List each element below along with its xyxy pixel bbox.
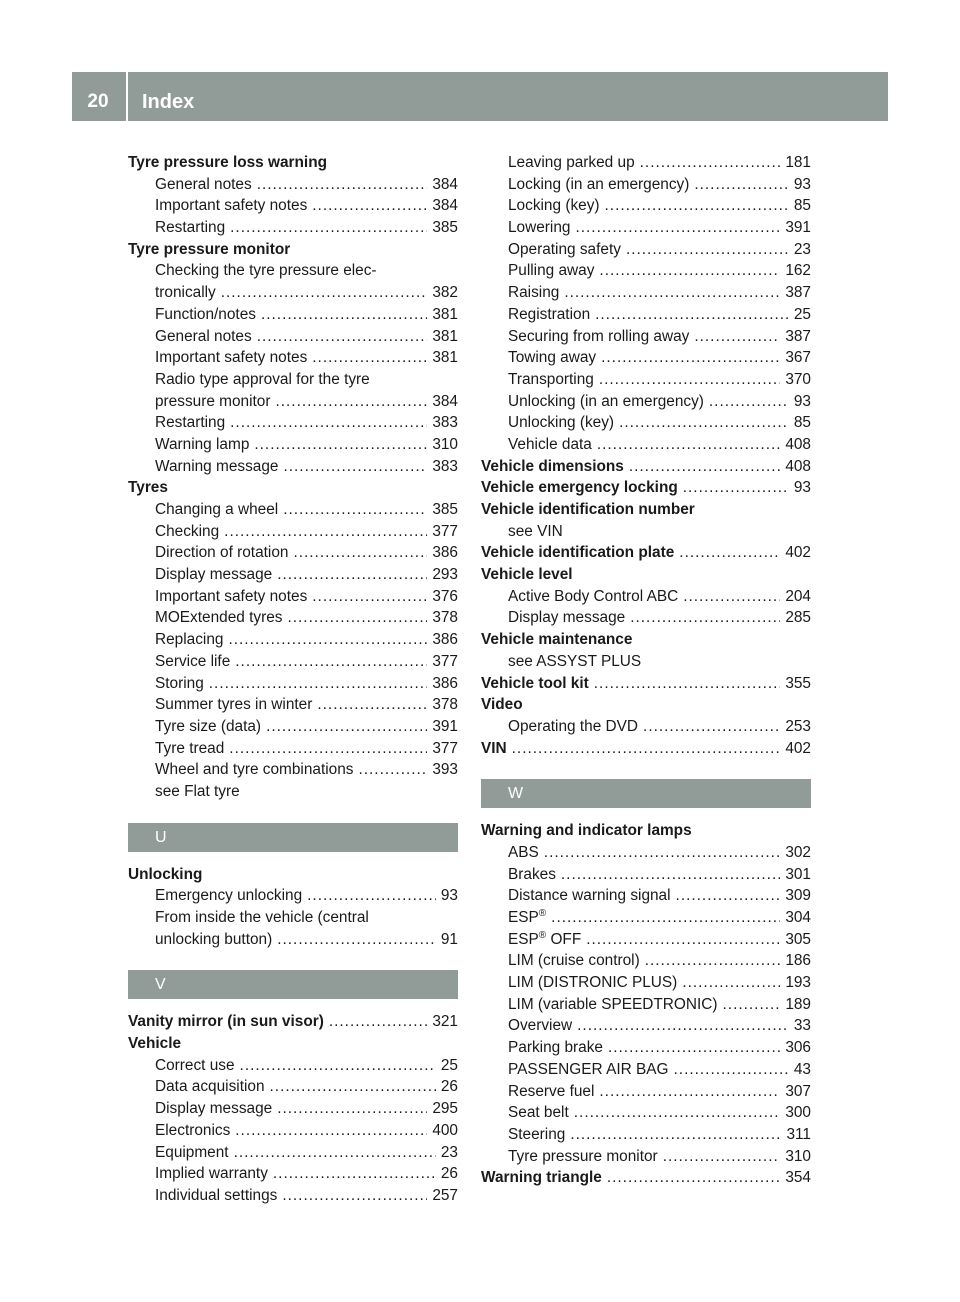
index-heading-entry[interactable]: Vehicle emergency locking ..... 93	[481, 477, 811, 499]
index-entry[interactable]: Reserve fuel ..... 307	[481, 1081, 811, 1103]
header-divider	[126, 72, 128, 121]
index-entry[interactable]: Storing ..... 386	[128, 673, 458, 695]
index-entry[interactable]: Overview ..... 33	[481, 1015, 811, 1037]
index-heading: Unlocking	[128, 865, 203, 883]
index-entry[interactable]: Emergency unlocking ..... 93	[128, 885, 458, 907]
index-entry[interactable]: ESP® OFF ..... 305	[481, 929, 811, 951]
index-entry[interactable]: Warning message ..... 383	[128, 456, 458, 478]
index-entry[interactable]: tronically ..... 382	[128, 282, 458, 304]
index-heading-entry[interactable]: Vehicle identification plate ..... 402	[481, 542, 811, 564]
index-column-left	[128, 152, 458, 1207]
index-entry[interactable]: Securing from rolling away ..... 387	[481, 326, 811, 348]
index-entry[interactable]: Display message ..... 293	[128, 564, 458, 586]
index-heading-entry[interactable]: VIN ..... 402	[481, 738, 811, 760]
index-entry[interactable]: Direction of rotation ..... 386	[128, 542, 458, 564]
index-entry[interactable]: LIM (cruise control) ..... 186	[481, 950, 811, 972]
index-see-reference[interactable]: see Flat tyre	[155, 782, 240, 800]
index-entry[interactable]: Transporting ..... 370	[481, 369, 811, 391]
index-entry-text: From inside the vehicle (central	[155, 909, 369, 926]
index-entry[interactable]: Tyre tread ..... 377	[128, 738, 458, 760]
index-entry[interactable]: Raising ..... 387	[481, 282, 811, 304]
index-heading-entry[interactable]: Vehicle dimensions ..... 408	[481, 456, 811, 478]
index-entry[interactable]: Towing away ..... 367	[481, 347, 811, 369]
index-entry[interactable]: Tyre pressure monitor ..... 310	[481, 1146, 811, 1168]
index-entry[interactable]: Leaving parked up ..... 181	[481, 152, 811, 174]
index-entry[interactable]: Important safety notes ..... 381	[128, 347, 458, 369]
index-entry[interactable]: Operating safety ..... 23	[481, 239, 811, 261]
index-entry[interactable]: Replacing ..... 386	[128, 629, 458, 651]
index-entry[interactable]: Unlocking (key) ..... 85	[481, 412, 811, 434]
index-entry[interactable]: Parking brake ..... 306	[481, 1037, 811, 1059]
index-entry[interactable]: Unlocking (in an emergency) ..... 93	[481, 391, 811, 413]
section-letter-u: U	[128, 823, 458, 852]
index-heading: Vehicle maintenance	[481, 631, 633, 649]
index-heading: Video	[481, 696, 523, 714]
index-entry[interactable]: Brakes ..... 301	[481, 864, 811, 886]
index-entry[interactable]: Correct use ..... 25	[128, 1055, 458, 1077]
index-entry[interactable]: Pulling away ..... 162	[481, 260, 811, 282]
index-entry[interactable]: Display message ..... 285	[481, 607, 811, 629]
index-entry[interactable]: Checking ..... 377	[128, 521, 458, 543]
index-heading: Vehicle level	[481, 566, 573, 584]
index-see-reference[interactable]: see VIN	[508, 522, 563, 540]
index-heading: Tyre pressure monitor	[128, 240, 291, 258]
index-entry[interactable]: MOExtended tyres ..... 378	[128, 607, 458, 629]
index-heading: Tyre pressure loss warning	[128, 154, 328, 171]
index-entry[interactable]: pressure monitor ..... 384	[128, 391, 458, 413]
index-heading: Vehicle	[128, 1035, 182, 1053]
section-letter-v: V	[128, 970, 458, 999]
section-letter-w: W	[481, 779, 811, 808]
index-entry[interactable]: Display message ..... 295	[128, 1098, 458, 1120]
index-heading: Vehicle identification number	[481, 501, 695, 518]
index-entry[interactable]: Important safety notes ..... 376	[128, 586, 458, 608]
index-heading-entry[interactable]: Vehicle tool kit ..... 355	[481, 673, 811, 695]
index-entry[interactable]: PASSENGER AIR BAG ..... 43	[481, 1059, 811, 1081]
index-entry[interactable]: Tyre size (data) ..... 391	[128, 716, 458, 738]
index-entry[interactable]: General notes ..... 384	[128, 174, 458, 196]
page-header	[72, 72, 888, 121]
index-entry[interactable]: ABS ..... 302	[481, 842, 811, 864]
index-entry[interactable]: Data acquisition ..... 26	[128, 1076, 458, 1098]
index-entry[interactable]: Changing a wheel ..... 385	[128, 499, 458, 521]
index-entry[interactable]: Equipment ..... 23	[128, 1142, 458, 1164]
index-entry[interactable]: Lowering ..... 391	[481, 217, 811, 239]
index-entry-text: Radio type approval for the tyre	[155, 370, 370, 388]
index-entry[interactable]: LIM (variable SPEEDTRONIC) ..... 189	[481, 994, 811, 1016]
index-entry[interactable]: General notes ..... 381	[128, 326, 458, 348]
index-entry[interactable]: Locking (key) ..... 85	[481, 195, 811, 217]
index-entry[interactable]: LIM (DISTRONIC PLUS) ..... 193	[481, 972, 811, 994]
page-title: Index	[142, 91, 195, 113]
index-heading: Tyres	[128, 479, 168, 497]
index-entry[interactable]: Warning lamp ..... 310	[128, 434, 458, 456]
index-entry[interactable]: Registration ..... 25	[481, 304, 811, 326]
index-heading-entry[interactable]: Vanity mirror (in sun visor) ..... 321	[128, 1011, 458, 1033]
index-entry[interactable]: Restarting ..... 383	[128, 412, 458, 434]
index-entry-text: Checking the tyre pressure elec-	[155, 262, 377, 280]
index-entry[interactable]: Implied warranty ..... 26	[128, 1163, 458, 1185]
index-entry[interactable]: Steering ..... 311	[481, 1124, 811, 1146]
index-entry[interactable]: Vehicle data ..... 408	[481, 434, 811, 456]
index-entry[interactable]: Seat belt ..... 300	[481, 1102, 811, 1124]
index-entry[interactable]: Restarting ..... 385	[128, 217, 458, 239]
index-entry[interactable]: Electronics ..... 400	[128, 1120, 458, 1142]
index-entry[interactable]: Locking (in an emergency) ..... 93	[481, 174, 811, 196]
index-entry[interactable]: Function/notes ..... 381	[128, 304, 458, 326]
index-entry[interactable]: unlocking button) ..... 91	[128, 929, 458, 951]
index-heading: Warning and indicator lamps	[481, 822, 692, 840]
index-column-right	[481, 152, 811, 1189]
index-entry[interactable]: Distance warning signal ..... 309	[481, 885, 811, 907]
index-entry[interactable]: Service life ..... 377	[128, 651, 458, 673]
index-entry[interactable]: Important safety notes ..... 384	[128, 195, 458, 217]
page-number: 20	[87, 90, 109, 112]
index-heading-entry[interactable]: Warning triangle ..... 354	[481, 1167, 811, 1189]
index-see-reference[interactable]: see ASSYST PLUS	[508, 652, 642, 670]
index-entry[interactable]: ESP® ..... 304	[481, 907, 811, 929]
index-entry[interactable]: Summer tyres in winter ..... 378	[128, 694, 458, 716]
index-entry[interactable]: Operating the DVD ..... 253	[481, 716, 811, 738]
index-entry[interactable]: Wheel and tyre combinations ..... 393	[128, 759, 458, 781]
index-entry[interactable]: Individual settings ..... 257	[128, 1185, 458, 1207]
index-entry[interactable]: Active Body Control ABC ..... 204	[481, 586, 811, 608]
